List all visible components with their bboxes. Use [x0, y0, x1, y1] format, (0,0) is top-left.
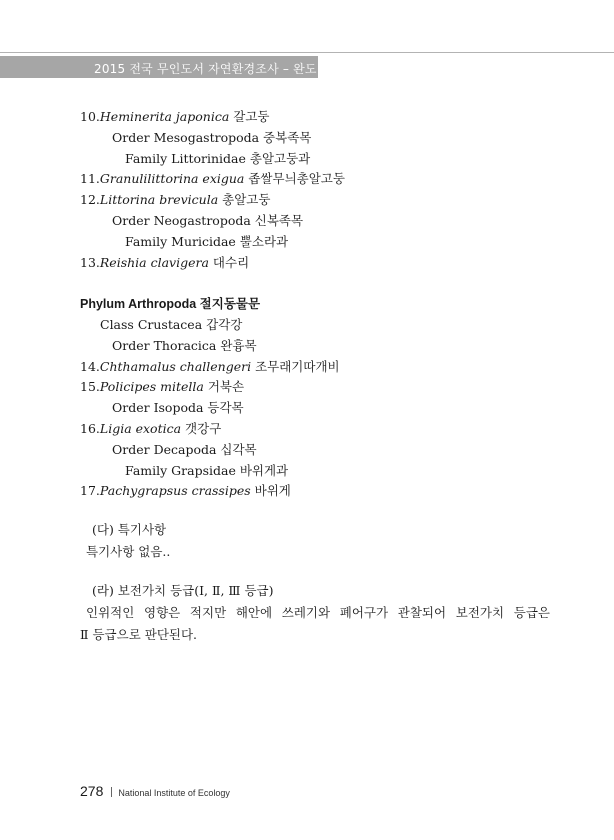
conservation-section	[80, 580, 550, 646]
spacer	[80, 273, 540, 294]
running-header-title: 2015 전국 무인도서 자연환경조사 – 완도 권역	[94, 62, 345, 76]
order-entry: Order Thoracica 완흉목	[112, 337, 257, 353]
header-rule	[0, 52, 614, 53]
special-notes-heading: (다) 특기사항	[92, 522, 167, 537]
scientific-name: Chthamalus challengeri	[99, 358, 252, 374]
species-entry	[80, 481, 540, 502]
korean-name: 갯강구	[185, 420, 222, 436]
phylum-heading: Phylum Arthropoda 절지동물문	[80, 297, 261, 312]
conservation-heading: (라) 보전가치 등급(Ⅰ, Ⅱ, Ⅲ 등급)	[92, 583, 274, 598]
korean-name: 조무래기따개비	[255, 358, 340, 374]
scientific-name: Policipes mitella	[99, 379, 204, 395]
conservation-text-line: Ⅱ 등급으로 판단된다.	[80, 627, 198, 642]
scientific-name: Littorina brevicula	[99, 192, 219, 208]
special-notes-section	[80, 519, 550, 563]
species-entry	[80, 253, 540, 274]
korean-name: 대수리	[212, 254, 250, 270]
scientific-name: Reishia clavigera	[99, 254, 209, 270]
page-footer	[80, 781, 230, 800]
species-entry	[80, 107, 540, 128]
species-entry	[80, 357, 540, 378]
species-number: 14.	[80, 358, 100, 374]
footer-divider	[111, 787, 112, 797]
species-number: 12.	[80, 192, 100, 208]
korean-name: 좁쌀무늬총알고둥	[248, 171, 345, 187]
species-entry	[80, 419, 540, 440]
species-number: 17.	[80, 483, 100, 499]
species-list	[80, 107, 540, 502]
scientific-name: Ligia exotica	[99, 420, 182, 436]
species-number: 10.	[80, 109, 100, 124]
korean-name: 거북손	[207, 379, 245, 395]
order-entry: Order Isopoda 등각목	[112, 400, 244, 416]
korean-name: 바위게	[254, 483, 291, 499]
order-entry: Order Decapoda 십각목	[112, 441, 257, 457]
species-number: 15.	[80, 379, 100, 395]
conservation-text-line: 인위적인 영향은 적지만 해안에 쓰레기와 폐어구가 관찰되어 보전가치 등급은	[86, 605, 550, 620]
family-entry: Family Littorinidae 총알고둥과	[125, 150, 311, 166]
species-entry	[80, 169, 540, 190]
page-number: 278	[80, 783, 104, 799]
order-entry: Order Mesogastropoda 중복족목	[112, 129, 312, 145]
species-number: 13.	[80, 254, 100, 270]
scientific-name: Heminerita japonica	[99, 109, 230, 124]
order-entry: Order Neogastropoda 신복족목	[112, 212, 304, 228]
species-entry	[80, 377, 540, 398]
korean-name: 총알고둥	[222, 192, 271, 208]
species-number: 11.	[80, 171, 100, 187]
species-entry	[80, 190, 540, 211]
family-entry: Family Muricidae 뿔소라과	[125, 233, 289, 249]
family-entry: Family Grapsidae 바위게과	[125, 462, 289, 478]
special-notes-body: 특기사항 없음..	[86, 544, 171, 559]
species-number: 16.	[80, 420, 100, 436]
publisher-name: National Institute of Ecology	[118, 788, 230, 798]
class-entry: Class Crustacea 갑각강	[100, 316, 243, 332]
scientific-name: Pachygrapsus crassipes	[99, 483, 251, 499]
korean-name: 갈고둥	[233, 109, 270, 124]
scientific-name: Granulilittorina exigua	[99, 171, 245, 187]
